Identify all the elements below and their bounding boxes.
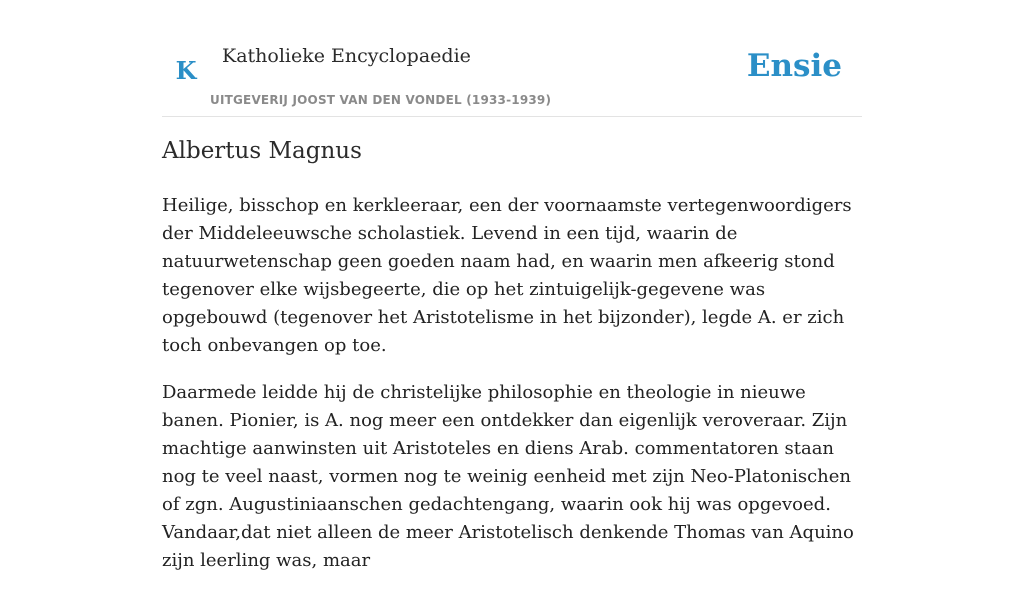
publication-title[interactable]: Katholieke Encyclopaedie <box>222 45 471 67</box>
ensie-brand-logo[interactable]: Ensie <box>746 48 842 84</box>
article-title: Albertus Magnus <box>162 138 362 164</box>
publication-subtitle: UITGEVERIJ JOOST VAN DEN VONDEL (1933-1939) <box>210 93 552 107</box>
encyclopedia-logo[interactable]: K <box>175 56 197 85</box>
article-body <box>162 192 862 594</box>
content-container <box>162 0 862 571</box>
article-paragraph: Daarmede leidde hij de christelijke philosophie en theologie in nieuwe banen. Pionier, is A. nog meer een ontdekker dan eigenlijk veroveraar. Zijn machtige aanwinsten uit Aristoteles en diens Arab. commentatoren staan nog te veel naast, vormen nog te weinig eenheid met zijn Neo-Platonischen of zgn. Augustiniaanschen gedachtengang, waarin ook hij was opgevoed. Vandaar,dat niet alleen de meer Aristotelisch denkende Thomas van Aquino zijn leerling was, maar <box>162 382 854 571</box>
article-paragraph: Heilige, bisschop en kerkleeraar, een der voornaamste vertegenwoordigers der Middeleeuwsche scholastiek. Levend in een tijd, waarin de natuurwetenschap geen goeden naam had, en waarin men afkeerig stond tegenover elke wijsbegeerte, die op het zintuigelijk-gegevene was opgebouwd (tegenover het Aristotelisme in het bijzonder), legde A. er zich toch onbevangen op toe. <box>162 195 852 356</box>
site-header <box>162 0 862 117</box>
